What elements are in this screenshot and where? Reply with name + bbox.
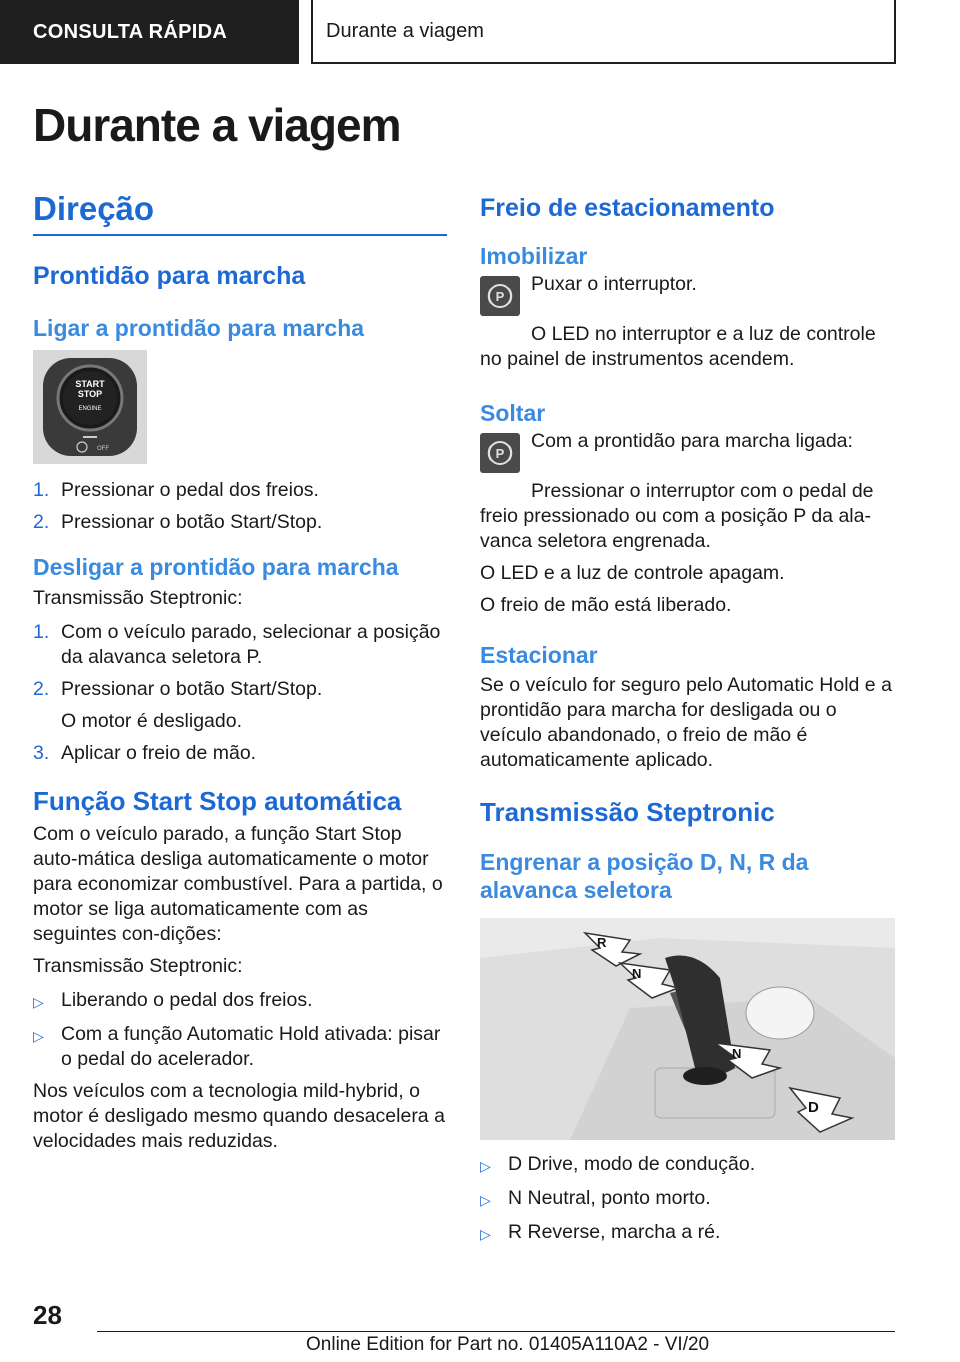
parking-brake-icon	[480, 276, 520, 316]
page-title: Durante a viagem	[33, 99, 401, 151]
footer-divider	[97, 1331, 895, 1332]
start-stop-button-image	[33, 350, 147, 464]
list-item: ▷ Liberando o pedal dos freios.	[33, 988, 447, 1015]
page-number: 28	[33, 1300, 62, 1330]
button-stop-text: STOP	[77, 389, 103, 399]
heading-desligar: Desligar a prontidão para marcha	[33, 554, 399, 580]
label-d: D	[808, 1099, 819, 1116]
label-n-upper: N	[632, 966, 642, 981]
heading-startstop: Função Start Stop automática	[33, 786, 402, 816]
heading-prontidao: Prontidão para marcha	[33, 262, 306, 290]
heading-imobilizar: Imobilizar	[480, 243, 588, 269]
chapter-tab[interactable]	[311, 0, 896, 64]
list-item: ▷ R Reverse, marcha a ré.	[480, 1220, 895, 1247]
label-r: R	[597, 935, 607, 950]
heading-engrenar: Engrenar a posição D, N, R da alavanca seletora	[480, 849, 809, 903]
list-item: 1. Com o veículo parado, selecionar a posição da alavanca seletora P.	[33, 621, 441, 668]
startstop-body: Com o veículo parado, a função Start Stop auto-mática desliga automaticamente o motor para economizar combustível. Para a partida, o motor se liga automaticamente com as seguintes con-dições:	[33, 823, 443, 945]
desligar-intro: Transmissão Steptronic:	[33, 587, 243, 609]
gear-selector-image	[480, 918, 895, 1140]
triangle-bullet-icon: ▷	[33, 994, 44, 1010]
startstop-closing: Nos veículos com a tecnologia mild-hybrid, o motor é desligado mesmo quando desacelera a velocidades mais reduzidas.	[33, 1080, 445, 1152]
soltar-line1: Com a prontidão para marcha ligada:	[531, 430, 853, 452]
soltar-line3: O LED e a luz de controle apagam.	[480, 562, 785, 584]
list-item: 1. Pressionar o pedal dos freios.	[33, 479, 319, 501]
list-item: 2. Pressionar o botão Start/Stop.	[33, 511, 323, 533]
estacionar-body: Se o veículo for seguro pelo Automatic Hold e a prontidão para marcha for desligada ou o veículo abandonado, o freio de mão é automaticamente aplicado.	[480, 674, 892, 771]
triangle-bullet-icon: ▷	[33, 1028, 44, 1044]
imobilizar-line2: O LED no interruptor e a luz de controle no painel de instrumentos acendem.	[480, 323, 876, 370]
list-item: ▷ Com a função Automatic Hold ativada: pisar o pedal do acelerador.	[33, 1023, 441, 1070]
heading-direcao: Direção	[33, 190, 447, 236]
label-n-lower: N	[732, 1046, 742, 1061]
list-item: ▷ D Drive, modo de condução.	[480, 1152, 895, 1179]
parking-brake-icon	[480, 433, 520, 473]
svg-text:P: P	[495, 446, 505, 461]
heading-transmissao: Transmissão Steptronic	[480, 797, 775, 827]
heading-estacionar: Estacionar	[480, 642, 598, 668]
right-column	[480, 190, 895, 1247]
startstop-intro: Transmissão Steptronic:	[33, 955, 243, 977]
button-start-text: START	[75, 379, 105, 389]
heading-soltar: Soltar	[480, 400, 546, 426]
gear-lever-illustration	[480, 918, 895, 1140]
section-tab[interactable]	[0, 0, 299, 64]
triangle-bullet-icon: ▷	[480, 1226, 491, 1242]
list-item: 2. Pressionar o botão Start/Stop.	[33, 678, 323, 700]
start-stop-icon	[33, 350, 147, 464]
left-column	[33, 190, 447, 1154]
triangle-bullet-icon: ▷	[480, 1192, 491, 1208]
soltar-line4: O freio de mão está liberado.	[480, 594, 732, 616]
list-item: 3. Aplicar o freio de mão.	[33, 742, 257, 764]
soltar-line2: Pressionar o interruptor com o pedal de freio pressionado ou com a posição P da ala-vanca seletora engrenada.	[480, 480, 874, 552]
list-item: ▷ N Neutral, ponto morto.	[480, 1186, 895, 1213]
button-engine-text: ENGINE	[78, 406, 102, 412]
chapter-label: Durante a viagem	[326, 19, 484, 42]
heading-freio: Freio de estacionamento	[480, 194, 775, 222]
desligar-note: O motor é desligado.	[61, 710, 243, 732]
imobilizar-line1: Puxar o interruptor.	[531, 273, 697, 295]
button-off-text: OFF	[97, 446, 109, 452]
svg-text:P: P	[495, 289, 505, 304]
footer-edition: Online Edition for Part no. 01405A110A2 - VI/20	[306, 1334, 710, 1355]
section-label: CONSULTA RÁPIDA	[33, 20, 228, 43]
heading-ligar: Ligar a prontidão para marcha	[33, 315, 365, 341]
triangle-bullet-icon: ▷	[480, 1158, 491, 1174]
